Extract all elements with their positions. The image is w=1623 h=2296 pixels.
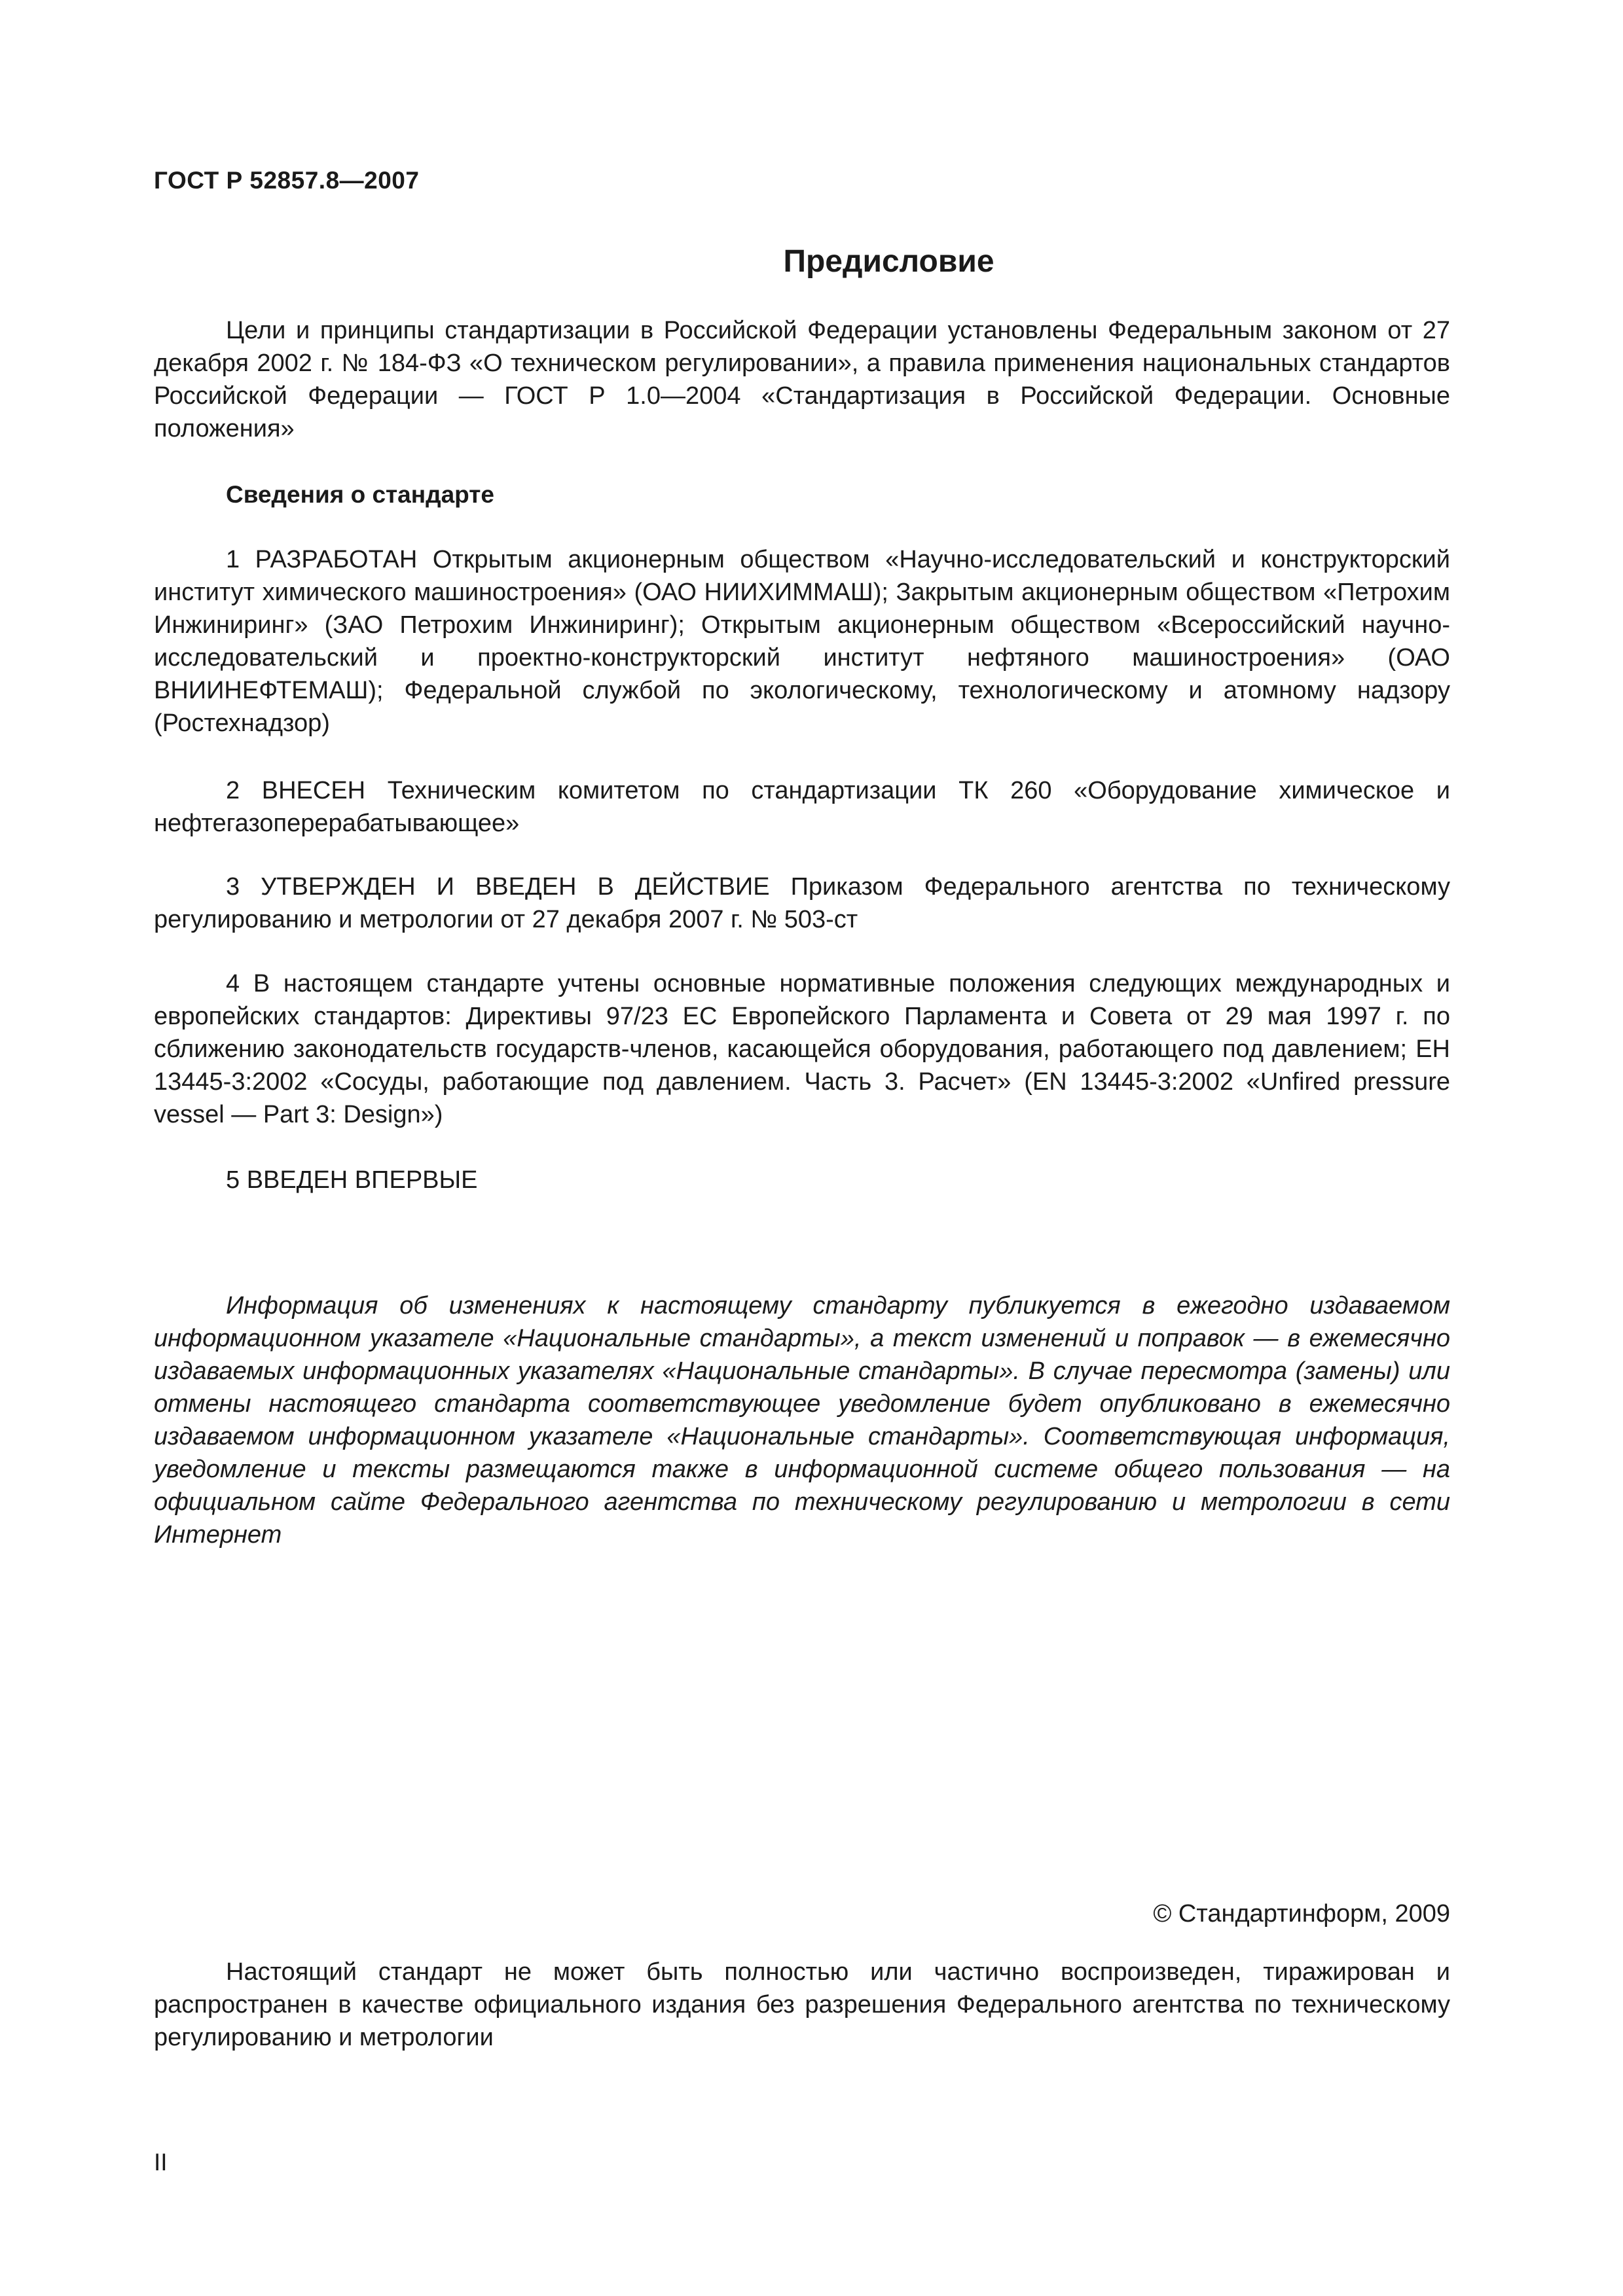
section-heading: Сведения о стандарте: [226, 481, 494, 508]
item-3-block: [154, 870, 1450, 936]
item-4-block: [154, 967, 1450, 1131]
list-item: 5 ВВЕДЕН ВПЕРВЫЕ: [226, 1166, 478, 1194]
list-item: 4 В настоящем стандарте учтены основные нормативные положения следующих международных и европейских стандартов: Директивы 97/23 ЕС Европейского Парламента и Совета от 29 мая 1997 г. по сближению законодательств государств-членов, касающейся оборудования, работающего под давлением; ЕН 13445-3:2002 «Сосуды, работающие под давлением. Часть 3. Расчет» (EN 13445-3:2002 «Unfired pressure vessel — Part 3: Design»): [154, 970, 1450, 1128]
notice-paragraph: Информация об изменениях к настоящему стандарту публикуется в ежегодно издаваемом информационном указателе «Национальные стандарты», а текст изменений и поправок — в ежемесячно издаваемых информационных указателях «Национальные стандарты». В случае пересмотра (замены) или отмены настоящего стандарта соответствующее уведомление будет опубликовано в ежемесячно издаваемом информационном указателе «Национальные стандарты». Соответствующая информация, уведомление и тексты размещаются также в информационной системе общего пользования — на официальном сайте Федерального агентства по техническому регулированию и метрологии в сети Интернет: [154, 1292, 1450, 1549]
intro-paragraph-block: [154, 314, 1450, 445]
notice-block: [154, 1289, 1450, 1551]
page-number: II: [154, 2149, 168, 2176]
page-title: Предисловие: [783, 244, 994, 279]
reproduction-notice-block: [154, 1956, 1450, 2054]
item-1-block: [154, 543, 1450, 740]
list-item: 3 УТВЕРЖДЕН И ВВЕДЕН В ДЕЙСТВИЕ Приказом Федерального агентства по техническому регулированию и метрологии от 27 декабря 2007 г. № 503-ст: [154, 873, 1450, 933]
document-code: ГОСТ Р 52857.8—2007: [154, 167, 420, 194]
reproduction-notice: Настоящий стандарт не может быть полностью или частично воспроизведен, тиражирован и распространен в качестве официального издания без разрешения Федерального агентства по техническому регулированию и метрологии: [154, 1958, 1450, 2051]
intro-paragraph: Цели и принципы стандартизации в Российской Федерации установлены Федеральным законом от 27 декабря 2002 г. № 184-ФЗ «О техническом регулировании», а правила применения национальных стандартов Российской Федерации — ГОСТ Р 1.0—2004 «Стандартизация в Российской Федерации. Основные положения»: [154, 317, 1450, 442]
copyright: © Стандартинформ, 2009: [1153, 1900, 1450, 1928]
list-item: 1 РАЗРАБОТАН Открытым акционерным обществом «Научно-исследовательский и конструкторский институт химического машиностроения» (ОАО НИИХИММАШ); Закрытым акционерным обществом «Петрохим Инжиниринг» (ЗАО Петрохим Инжиниринг); Открытым акционерным обществом «Всероссийский научно-исследовательский и проектно-конструкторский институт нефтяного машиностроения» (ОАО ВНИИНЕФТЕМАШ); Федеральной службой по экологическому, технологическому и атомному надзору (Ростехнадзор): [154, 546, 1450, 737]
list-item: 2 ВНЕСЕН Техническим комитетом по стандартизации ТК 260 «Оборудование химическое и нефтегазоперерабатывающее»: [154, 777, 1450, 837]
item-5-block: [154, 1164, 1450, 1196]
item-2-block: [154, 774, 1450, 840]
